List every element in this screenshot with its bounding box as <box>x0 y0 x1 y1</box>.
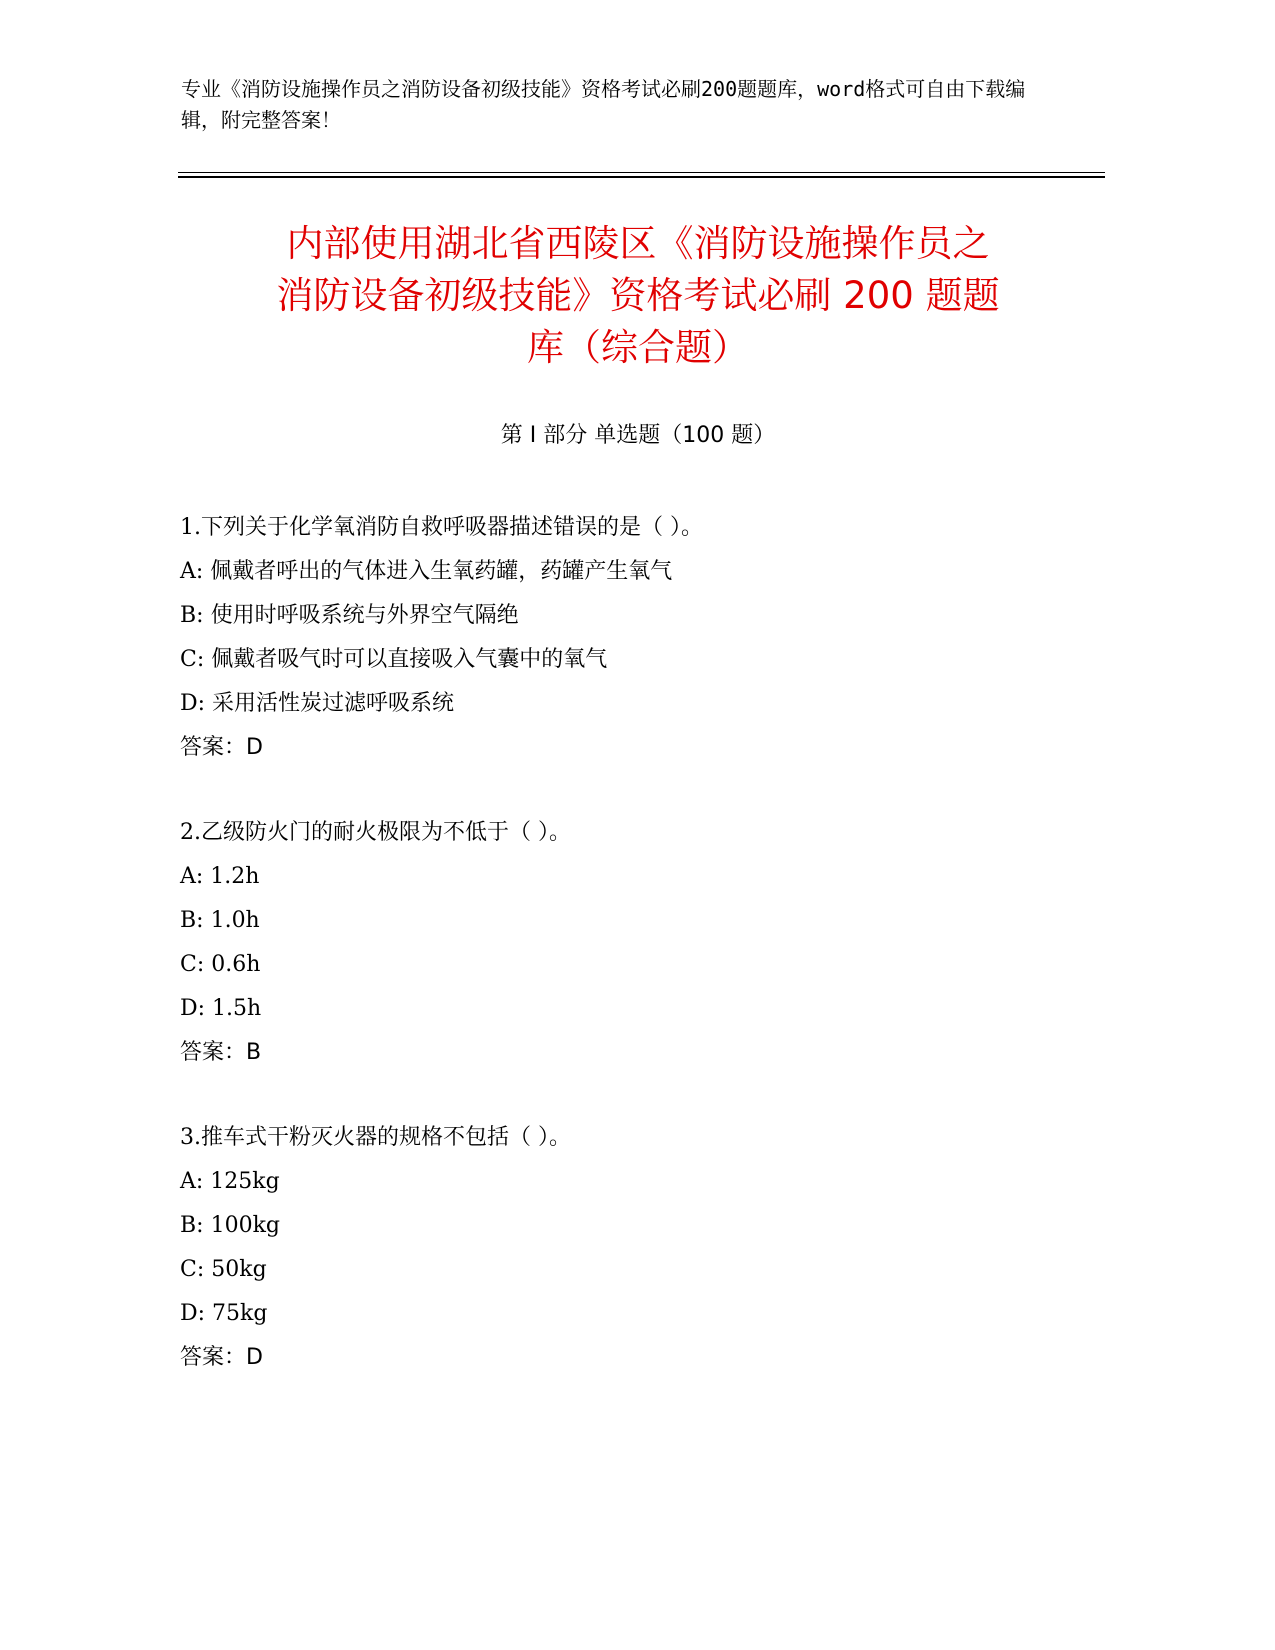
question-item <box>180 811 1080 1075</box>
question-option: A: 佩戴者呼出的气体进入生氧药罐，药罐产生氧气 <box>180 559 673 584</box>
header-divider-thick <box>178 176 1105 178</box>
question-option: A: 125kg <box>180 1169 280 1194</box>
question-option: B: 100kg <box>180 1213 280 1238</box>
header-divider-thin <box>178 172 1105 173</box>
question-option: D: 采用活性炭过滤呼吸系统 <box>180 691 455 716</box>
question-answer: 答案：D <box>180 1345 263 1370</box>
header-note: 专业《消防设施操作员之消防设备初级技能》资格考试必刷200题题库，word格式可自由下载编辑，附完整答案！ <box>181 77 1026 132</box>
question-answer: 答案：B <box>180 1040 262 1065</box>
question-option: A: 1.2h <box>180 864 260 889</box>
question-option: B: 使用时呼吸系统与外界空气隔绝 <box>180 603 519 628</box>
question-option: D: 75kg <box>180 1301 268 1326</box>
question-item <box>180 1116 1080 1380</box>
question-option: C: 50kg <box>180 1257 267 1282</box>
section-heading: 第 I 部分 单选题（100 题） <box>500 423 776 448</box>
question-stem: 2.乙级防火门的耐火极限为不低于（ ）。 <box>180 820 571 845</box>
question-stem: 3.推车式干粉灭火器的规格不包括（ ）。 <box>180 1125 571 1150</box>
question-item <box>180 506 1080 770</box>
question-list <box>180 506 1080 1421</box>
question-option: B: 1.0h <box>180 908 260 933</box>
document-title-line-1: 内部使用湖北省西陵区《消防设施操作员之 <box>286 222 990 265</box>
question-answer: 答案：D <box>180 735 263 760</box>
document-title <box>178 218 1098 374</box>
question-option: C: 佩戴者吸气时可以直接吸入气囊中的氧气 <box>180 647 608 672</box>
question-stem: 1.下列关于化学氧消防自救呼吸器描述错误的是（ ）。 <box>180 515 703 540</box>
document-title-line-2: 消防设备初级技能》资格考试必刷 200 题题 <box>276 274 1000 317</box>
question-option: D: 1.5h <box>180 996 262 1021</box>
document-title-line-3: 库（综合题） <box>527 326 749 369</box>
question-option: C: 0.6h <box>180 952 261 977</box>
